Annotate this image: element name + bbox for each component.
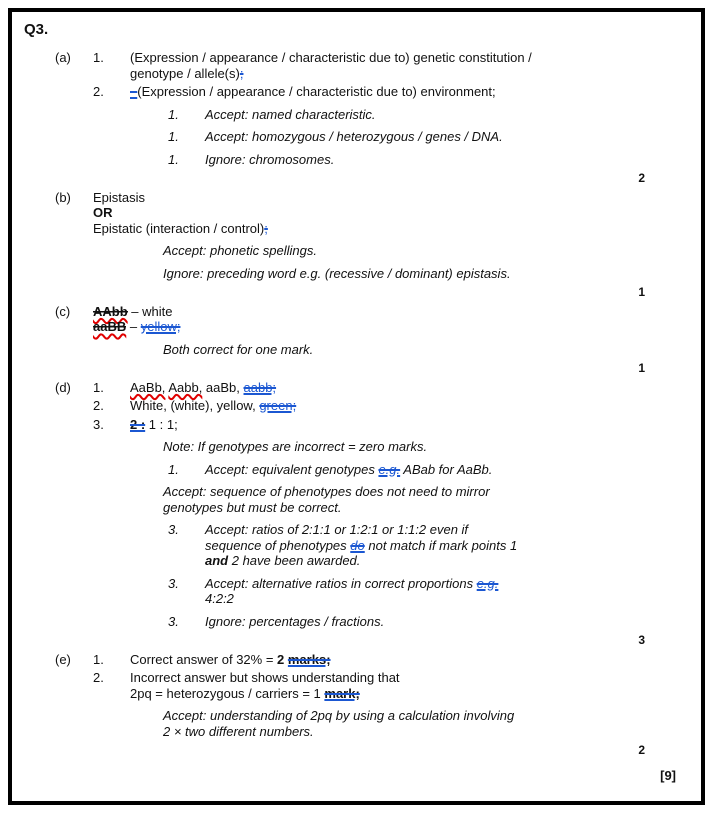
text-segment: Accept: understanding of 2pq by using a calculation involving	[163, 708, 515, 723]
text-line	[12, 686, 701, 702]
text-segment: 3	[638, 633, 645, 647]
text-line	[12, 439, 701, 455]
text-line	[12, 304, 701, 320]
text-line	[12, 221, 701, 237]
text-segment: 2pq = heterozygous / carriers = 1	[130, 685, 325, 701]
text-segment: Aabb,	[168, 379, 203, 395]
list-marker: (a)	[55, 50, 71, 65]
list-marker: 2.	[93, 398, 104, 413]
text-segment: Both correct for one mark.	[163, 341, 314, 357]
text-segment: and	[205, 553, 229, 568]
text-line	[12, 591, 701, 607]
text-line	[12, 190, 701, 206]
text-segment: e.g.	[476, 575, 499, 591]
list-marker: (d)	[55, 379, 71, 395]
text-segment: mark;	[324, 685, 360, 701]
text-segment: AaBb,	[130, 379, 166, 395]
text-segment: Correct answer of 32% =	[130, 651, 278, 667]
text-line	[12, 462, 701, 478]
text-segment: sequence of phenotypes	[205, 537, 351, 553]
text-segment: aaBb,	[202, 379, 244, 395]
text-line	[12, 417, 701, 433]
text-line	[12, 522, 701, 538]
text-segment: [9]	[660, 767, 676, 783]
text-segment: Accept: homozygous / heterozygous / genes / DNA.	[205, 129, 503, 144]
text-segment: aabb;	[243, 379, 277, 395]
text-segment: Accept: phonetic spellings.	[163, 243, 317, 258]
text-line	[12, 724, 701, 740]
list-marker: (e)	[55, 651, 71, 667]
text-segment: 2	[638, 171, 645, 185]
text-segment: 2	[277, 651, 288, 667]
total-marks	[12, 768, 701, 784]
list-marker: 3.	[93, 416, 104, 432]
text-segment: –	[126, 319, 141, 334]
text-segment: Accept: ratios of 2:1:1 or 1:2:1 or 1:1:2 even if	[205, 522, 469, 537]
question-label	[12, 21, 701, 39]
list-marker: (b)	[55, 189, 71, 205]
text-segment: Ignore: percentages / fractions.	[205, 613, 385, 629]
list-marker: 3.	[168, 522, 179, 537]
text-segment: Accept: alternative ratios in correct proportions	[205, 575, 477, 591]
marks-tally	[12, 633, 701, 649]
text-line	[12, 266, 701, 282]
text-line	[12, 553, 701, 569]
text-segment: genotypes but must be correct.	[163, 499, 342, 515]
text-segment: (Expression / appearance / characteristic due to) environment;	[137, 84, 496, 99]
text-line	[12, 670, 701, 686]
list-marker: 1.	[168, 461, 179, 477]
text-segment: Note: If genotypes are incorrect = zero marks.	[163, 439, 428, 454]
text-segment: OR	[93, 205, 113, 220]
text-segment: aaBB	[93, 319, 127, 334]
text-segment: Ignore: chromosomes.	[205, 151, 335, 167]
list-marker: 1.	[93, 50, 104, 65]
text-segment: Ignore: preceding word e.g. (recessive / dominant) epistasis.	[163, 265, 511, 281]
marks-tally	[12, 361, 701, 377]
text-segment: 2 have been awarded.	[228, 553, 361, 568]
marks-tally	[12, 171, 701, 187]
list-marker: 3.	[168, 613, 179, 629]
text-segment: Accept: sequence of phenotypes does not need to mirror	[163, 484, 490, 499]
text-segment: 2 :	[130, 416, 146, 432]
text-segment: 1	[638, 361, 645, 375]
text-segment: ABab for AaBb.	[400, 461, 493, 477]
list-marker: 1.	[168, 106, 179, 122]
text-line	[12, 152, 701, 168]
text-segment: do	[350, 537, 365, 553]
text-segment: Accept: named characteristic.	[205, 106, 376, 122]
text-segment: White, (white), yellow,	[130, 398, 260, 413]
document-frame	[8, 8, 705, 805]
text-segment: yellow;	[140, 319, 181, 334]
text-segment: ;	[264, 220, 268, 236]
text-segment: Epistasis	[93, 189, 146, 205]
text-line	[12, 50, 701, 66]
text-segment: (Expression / appearance / characteristic due to) genetic constitution /	[130, 50, 532, 65]
text-line	[12, 107, 701, 123]
list-marker: 3.	[168, 575, 179, 591]
text-line	[12, 500, 701, 516]
text-line	[12, 614, 701, 630]
text-segment: 1	[638, 285, 645, 299]
text-segment: 2 × two different numbers.	[163, 723, 314, 739]
text-segment: green;	[259, 398, 297, 413]
text-line	[12, 84, 701, 100]
text-line	[12, 66, 701, 82]
text-segment: –	[130, 84, 138, 99]
text-segment: Epistatic (interaction / control)	[93, 220, 265, 236]
text-segment: not match if mark points 1	[364, 537, 518, 553]
text-segment: 4:2:2	[205, 591, 234, 606]
mark-scheme-body	[12, 12, 701, 783]
text-line	[12, 398, 701, 414]
text-line	[12, 205, 701, 221]
list-marker: 1.	[93, 379, 104, 395]
marks-tally	[12, 743, 701, 759]
list-marker: 1.	[168, 151, 179, 167]
marks-tally	[12, 285, 701, 301]
text-line	[12, 342, 701, 358]
text-segment: Q3.	[24, 21, 49, 38]
text-line	[12, 708, 701, 724]
list-marker: 1.	[93, 651, 104, 667]
text-segment: 1 : 1;	[145, 416, 178, 432]
list-marker: 2.	[93, 84, 104, 99]
list-marker: 1.	[168, 129, 179, 144]
text-segment: 2	[638, 743, 645, 757]
text-segment: Accept: equivalent genotypes	[205, 461, 379, 477]
list-marker: 2.	[93, 670, 104, 685]
text-segment: AAbb	[93, 303, 128, 319]
text-segment: Incorrect answer but shows understanding that	[130, 670, 400, 685]
text-segment: – white	[127, 303, 173, 319]
list-marker: (c)	[55, 303, 71, 319]
text-line	[12, 538, 701, 554]
text-segment: ;	[239, 65, 244, 81]
text-line	[12, 243, 701, 259]
text-line	[12, 652, 701, 668]
text-line	[12, 576, 701, 592]
text-line	[12, 380, 701, 396]
text-segment: genotype / allele(s)	[130, 65, 240, 81]
text-segment: e.g.	[378, 461, 401, 477]
text-line	[12, 484, 701, 500]
text-line	[12, 129, 701, 145]
text-segment: marks;	[287, 651, 331, 667]
text-line	[12, 319, 701, 335]
